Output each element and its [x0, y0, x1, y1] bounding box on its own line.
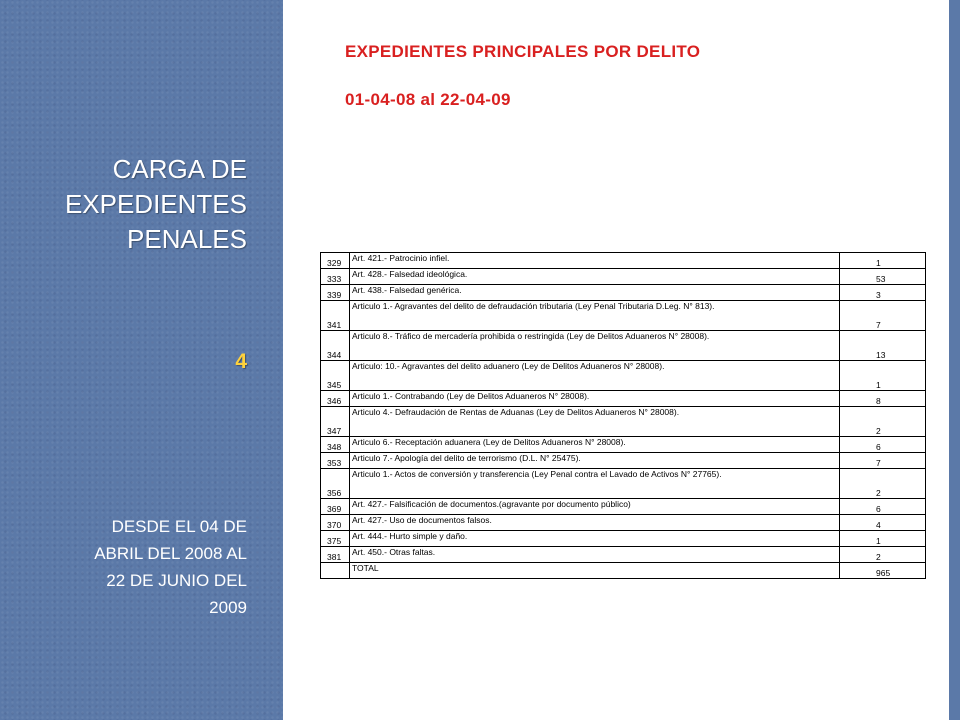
sidebar-date-line: 2009 [209, 598, 247, 617]
sidebar-date-line: 22 DE JUNIO DEL [106, 571, 247, 590]
sidebar-title-line: EXPEDIENTES [64, 189, 247, 219]
slide-number: 4 [235, 350, 247, 373]
row-count: 4 [840, 515, 926, 531]
table-row [321, 361, 926, 391]
table-row [321, 269, 926, 285]
row-code: 348 [321, 437, 350, 453]
table-row [321, 515, 926, 531]
row-code: 345 [321, 361, 350, 391]
row-description: Art. 421.- Patrocinio infiel. [350, 253, 840, 269]
sidebar-date-line: ABRIL DEL 2008 AL [94, 544, 247, 563]
row-count: 6 [840, 437, 926, 453]
row-description: Articulo 4.- Defraudación de Rentas de Aduanas (Ley de Delitos Aduaneros N° 28008). [350, 407, 840, 437]
table-body [321, 253, 926, 579]
table-row [321, 331, 926, 361]
total-label: TOTAL [350, 563, 840, 579]
total-value: 965 [840, 563, 926, 579]
row-code: 339 [321, 285, 350, 301]
row-code: 375 [321, 531, 350, 547]
row-count: 3 [840, 285, 926, 301]
row-description: Art. 427.- Falsificación de documentos.(agravante por documento público) [350, 499, 840, 515]
row-count: 13 [840, 331, 926, 361]
row-description: Articulo 1.- Contrabando (Ley de Delitos Aduaneros N° 28008). [350, 391, 840, 407]
total-row [321, 563, 926, 579]
row-description: Art. 444.- Hurto simple y daño. [350, 531, 840, 547]
row-count: 2 [840, 547, 926, 563]
row-code: 333 [321, 269, 350, 285]
row-description: Articulo: 10.- Agravantes del delito aduanero (Ley de Delitos Aduaneros N° 28008). [350, 361, 840, 391]
row-code: 346 [321, 391, 350, 407]
row-count: 6 [840, 499, 926, 515]
row-code: 356 [321, 469, 350, 499]
table-row [321, 469, 926, 499]
row-count: 2 [840, 469, 926, 499]
total-empty-cell [321, 563, 350, 579]
table-row [321, 285, 926, 301]
row-count: 8 [840, 391, 926, 407]
sidebar-title [7, 152, 247, 257]
row-description: Articulo 7.- Apología del delito de terrorismo (D.L. N° 25475). [350, 453, 840, 469]
row-code: 369 [321, 499, 350, 515]
row-code: 329 [321, 253, 350, 269]
row-count: 7 [840, 301, 926, 331]
date-range: 01-04-08 al 22-04-09 [345, 90, 511, 109]
row-description: Articulo 8.- Tráfico de mercadería prohibida o restringida (Ley de Delitos Aduaneros N° 28008). [350, 331, 840, 361]
page-title: EXPEDIENTES PRINCIPALES POR DELITO [345, 42, 701, 61]
row-count: 53 [840, 269, 926, 285]
right-edge-strip [949, 0, 960, 720]
table-row [321, 253, 926, 269]
row-code: 353 [321, 453, 350, 469]
row-code: 381 [321, 547, 350, 563]
table-row [321, 499, 926, 515]
row-description: Art. 427.- Uso de documentos falsos. [350, 515, 840, 531]
sidebar-date-line: DESDE EL 04 DE [111, 517, 247, 536]
row-count: 1 [840, 531, 926, 547]
table-row [321, 547, 926, 563]
sidebar-title-line: PENALES [127, 224, 247, 254]
table-row [321, 453, 926, 469]
sidebar-date-range [17, 513, 247, 621]
row-description: Articulo 6.- Receptación aduanera (Ley de Delitos Aduaneros N° 28008). [350, 437, 840, 453]
table-row [321, 407, 926, 437]
table-row [321, 531, 926, 547]
table-row [321, 437, 926, 453]
row-count: 1 [840, 361, 926, 391]
row-description: Art. 438.- Falsedad genérica. [350, 285, 840, 301]
row-count: 2 [840, 407, 926, 437]
row-code: 344 [321, 331, 350, 361]
table-row [321, 391, 926, 407]
sidebar [0, 0, 283, 720]
crimes-table [320, 252, 926, 579]
row-count: 7 [840, 453, 926, 469]
row-description: Articulo 1.- Agravantes del delito de defraudación tributaria (Ley Penal Tributaria D.Leg. N° 813). [350, 301, 840, 331]
row-description: Articulo 1.- Actos de conversión y transferencia (Ley Penal contra el Lavado de Activos N° 27765). [350, 469, 840, 499]
row-code: 341 [321, 301, 350, 331]
sidebar-title-line: CARGA DE [112, 154, 247, 184]
row-code: 370 [321, 515, 350, 531]
row-count: 1 [840, 253, 926, 269]
row-description: Art. 428.- Falsedad ideológica. [350, 269, 840, 285]
row-description: Art. 450.- Otras faltas. [350, 547, 840, 563]
row-code: 347 [321, 407, 350, 437]
table-row [321, 301, 926, 331]
